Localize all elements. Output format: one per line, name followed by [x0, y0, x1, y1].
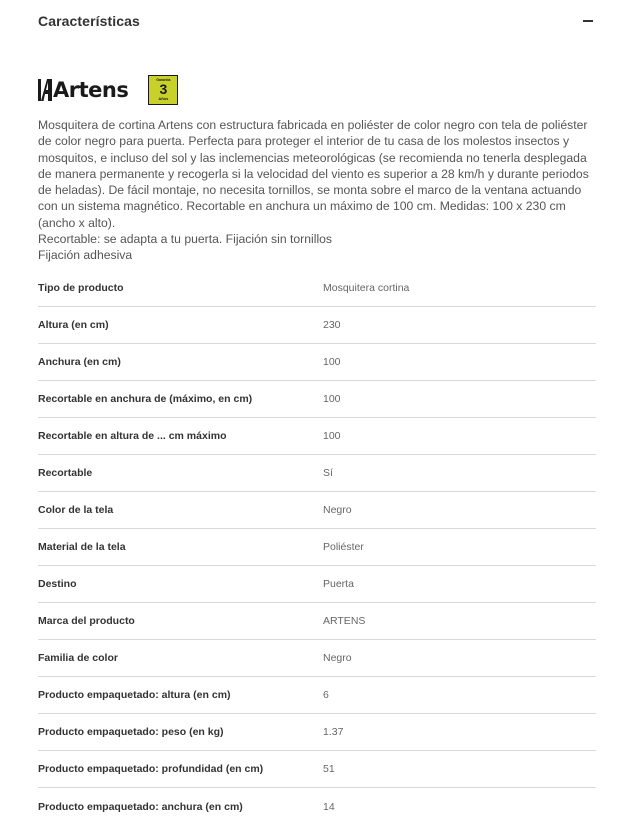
spec-label: Producto empaquetado: altura (en cm) — [38, 689, 231, 701]
spec-value: Negro — [323, 652, 352, 664]
product-description — [38, 117, 598, 264]
minus-icon[interactable] — [580, 13, 596, 29]
spec-value: 14 — [323, 800, 335, 813]
spec-label: Material de la tela — [38, 541, 126, 553]
table-row — [38, 677, 596, 714]
table-row — [38, 751, 596, 788]
spec-value: Mosquitera cortina — [323, 282, 410, 294]
spec-value: Sí — [323, 467, 333, 479]
brand-name: Artens — [53, 78, 129, 102]
spec-value: Poliéster — [323, 541, 364, 553]
brand-logos — [38, 73, 178, 107]
warranty-years: 3 — [159, 81, 168, 97]
table-row — [38, 418, 596, 455]
warranty-bottom-text: Años — [158, 96, 169, 101]
table-row — [38, 455, 596, 492]
spec-label: Producto empaquetado: peso (en kg) — [38, 726, 224, 738]
description-line-cuttable: Recortable: se adapta a tu puerta. Fijación sin tornillos — [38, 232, 333, 247]
description-paragraph: Mosquitera de cortina Artens con estructura fabricada en poliéster de color negro con tela de poliéster de color negro para puerta. Perfecta para proteger el interior de tu casa de los molestos insectos y mosquitos, e incluso del sol y las inclemencias meteorológicas (se recomienda no tenerla desplegada de manera permanente y recogerla si la velocidad del viento es superior a 28 km/h y durante periodos de heladas). De fácil montaje, no necesita tornillos, se monta sobre el marco de la ventana actuando con un sistema magnético. Recortable en anchura un máximo de 100 cm. Medidas: 100 x 230 cm (ancho x alto). — [38, 118, 589, 230]
spec-label: Producto empaquetado: profundidad (en cm) — [38, 763, 264, 775]
spec-value: 100 — [323, 393, 341, 405]
spec-value: Negro — [323, 504, 352, 516]
spec-label: Recortable en anchura de (máximo, en cm) — [38, 393, 253, 405]
spec-value: 51 — [323, 763, 335, 775]
spec-value: 1.37 — [323, 726, 344, 738]
table-row — [38, 307, 596, 344]
spec-label: Producto empaquetado: anchura (en cm) — [38, 800, 243, 813]
table-row — [38, 566, 596, 603]
spec-value: ARTENS — [323, 615, 366, 627]
artens-a-mark-icon — [38, 79, 52, 101]
spec-label: Recortable en altura de ... cm máximo — [38, 430, 227, 442]
table-row — [38, 603, 596, 640]
table-row — [38, 270, 596, 307]
characteristics-header[interactable] — [38, 10, 596, 32]
spec-label: Color de la tela — [38, 504, 114, 516]
spec-value: 6 — [323, 689, 329, 701]
table-row — [38, 381, 596, 418]
spec-table — [38, 270, 596, 825]
table-row — [38, 344, 596, 381]
section-title: Características — [38, 13, 140, 29]
spec-label: Familia de color — [38, 652, 118, 664]
spec-label: Tipo de producto — [38, 282, 124, 294]
artens-logo-icon — [38, 75, 128, 105]
table-row — [38, 788, 596, 825]
spec-value: 100 — [323, 430, 341, 442]
spec-label: Recortable — [38, 467, 93, 479]
table-row — [38, 640, 596, 677]
spec-value: Puerta — [323, 578, 354, 590]
table-row — [38, 529, 596, 566]
spec-label: Destino — [38, 578, 77, 590]
spec-label: Marca del producto — [38, 615, 135, 627]
spec-value: 100 — [323, 356, 341, 368]
spec-value: 230 — [323, 319, 341, 331]
spec-label: Anchura (en cm) — [38, 356, 121, 368]
warranty-top-text: Garantía — [156, 78, 171, 82]
table-row — [38, 714, 596, 751]
description-line-adhesive: Fijación adhesiva — [38, 248, 133, 263]
table-row — [38, 492, 596, 529]
spec-label: Altura (en cm) — [38, 319, 109, 331]
warranty-badge — [148, 75, 178, 105]
